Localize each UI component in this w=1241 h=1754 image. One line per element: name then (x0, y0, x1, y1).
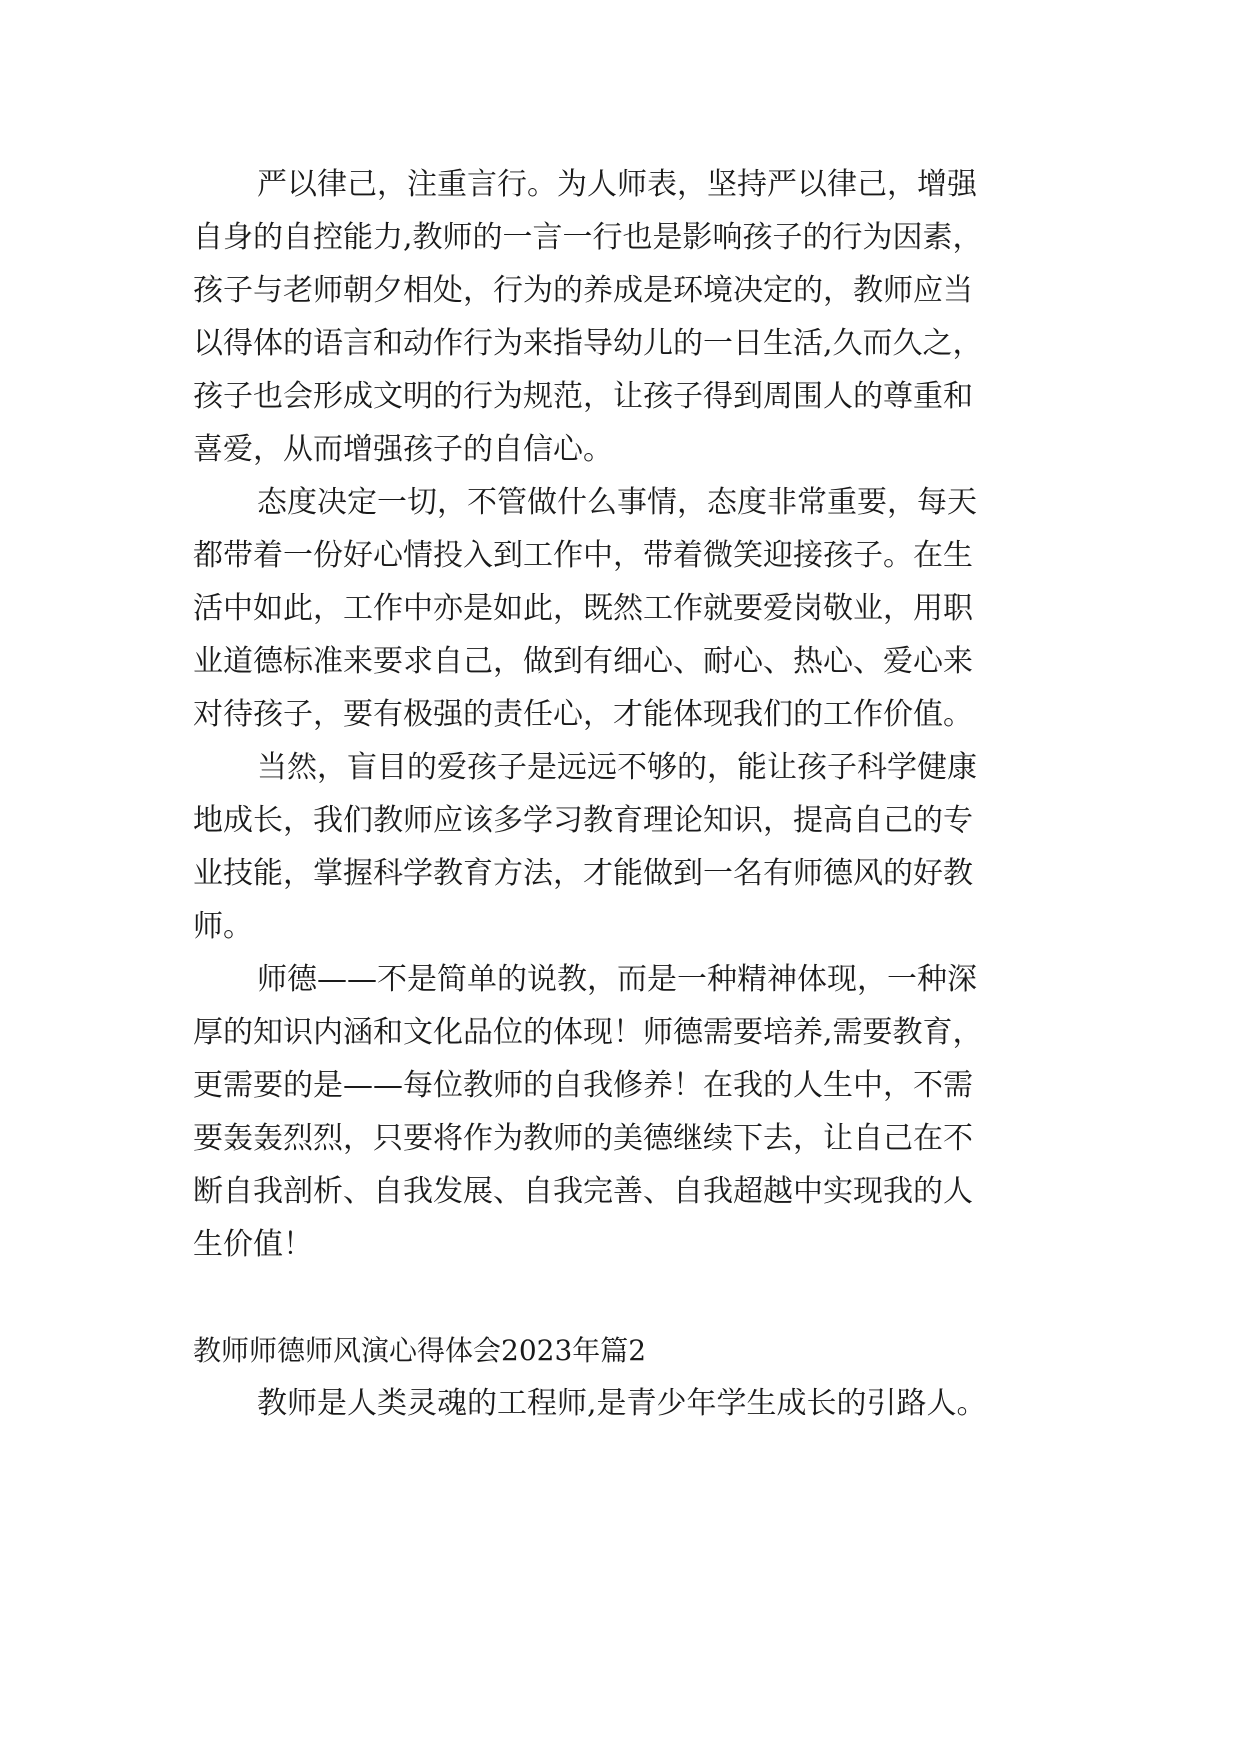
text-line: 喜爱，从而增强孩子的自信心。 (193, 432, 613, 467)
text-line: 业技能，掌握科学教育方法，才能做到一名有师德风的好教 (193, 856, 973, 891)
text-line: 以得体的语言和动作行为来指导幼儿的一日生活,久而久之， (193, 326, 983, 361)
text-line: 更需要的是——每位教师的自我修养！在我的人生中，不需 (193, 1068, 973, 1103)
text-line: 断自我剖析、自我发展、自我完善、自我超越中实现我的人 (193, 1174, 973, 1209)
text-line: 教师是人类灵魂的工程师,是青少年学生成长的引路人。 (257, 1386, 987, 1421)
paragraph-4 (193, 953, 1113, 1271)
text-line: 师。 (193, 909, 253, 944)
text-line: 厚的知识内涵和文化品位的体现！师德需要培养,需要教育， (193, 1015, 983, 1050)
text-line: 地成长，我们教师应该多学习教育理论知识，提高自己的专 (193, 803, 973, 838)
paragraph-2 (193, 476, 1113, 741)
text-line: 孩子也会形成文明的行为规范，让孩子得到周围人的尊重和 (193, 379, 973, 414)
text-line: 都带着一份好心情投入到工作中，带着微笑迎接孩子。在生 (193, 538, 973, 573)
text-line: 师德——不是简单的说教，而是一种精神体现，一种深 (257, 962, 977, 997)
paragraph-1 (193, 158, 1113, 476)
document-body (193, 158, 1113, 1430)
text-line: 业道德标准来要求自己，做到有细心、耐心、热心、爱心来 (193, 644, 973, 679)
text-line: 活中如此，工作中亦是如此，既然工作就要爱岗敬业，用职 (193, 591, 973, 626)
text-line: 自身的自控能力,教师的一言一行也是影响孩子的行为因素， (193, 220, 983, 255)
paragraph-3 (193, 741, 1113, 953)
text-line: 态度决定一切，不管做什么事情，态度非常重要，每天 (257, 485, 977, 520)
text-line: 要轰轰烈烈，只要将作为教师的美德继续下去，让自己在不 (193, 1121, 973, 1156)
section-spacer (193, 1271, 1113, 1324)
text-line: 当然，盲目的爱孩子是远远不够的，能让孩子科学健康 (257, 750, 977, 785)
text-line: 生价值！ (193, 1227, 313, 1262)
section-heading: 教师师德师风演心得体会2023年篇2 (193, 1334, 647, 1367)
text-line: 对待孩子，要有极强的责任心，才能体现我们的工作价值。 (193, 697, 973, 732)
text-line: 严以律己，注重言行。为人师表，坚持严以律己，增强 (257, 167, 977, 202)
text-line: 孩子与老师朝夕相处，行为的养成是环境决定的，教师应当 (193, 273, 973, 308)
paragraph-5 (193, 1377, 1113, 1430)
